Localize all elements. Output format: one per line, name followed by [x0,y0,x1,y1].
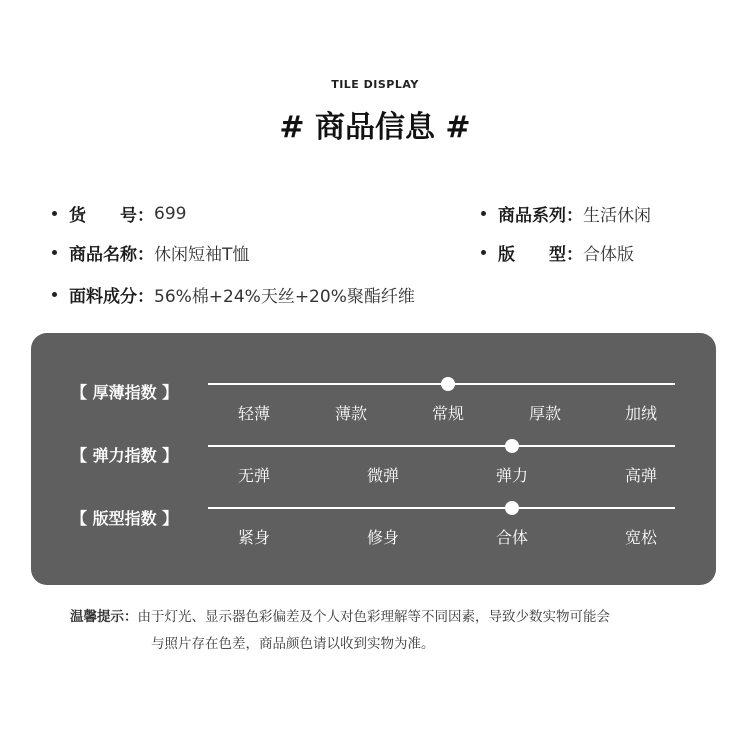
bullet-icon [52,292,57,297]
fit-index-option: 紧身 [237,528,271,547]
thickness-index-indicator [441,377,455,391]
info-value: 合体版 [583,245,634,265]
info-label: 商品名称： [69,245,154,265]
info-fit [481,240,634,265]
info-item-number [52,201,186,226]
elasticity-index-option: 微弹 [366,466,400,485]
elasticity-index-option: 无弹 [237,466,271,485]
thickness-index-option: 厚款 [528,404,562,423]
warm-tip-label: 温馨提示： [70,609,138,625]
fit-index-indicator [505,501,519,515]
info-value: 生活休闲 [583,206,651,226]
info-label: 面料成分： [69,287,154,307]
info-value: 休闲短袖T恤 [154,245,250,265]
fit-index-track [208,507,675,509]
page-title: # 商品信息 # [279,110,471,145]
fit-index-label: 【 版型指数 】 [71,509,179,528]
thickness-index-option: 轻薄 [237,404,271,423]
thickness-index-option: 薄款 [334,404,368,423]
elasticity-index-label: 【 弹力指数 】 [71,446,179,465]
info-label: 版 型： [498,245,583,265]
thickness-index-option: 常规 [431,404,465,423]
index-panel [31,333,716,585]
section-subtitle: TILE DISPLAY [331,78,419,91]
fit-index-option: 宽松 [624,528,658,547]
info-product-name [52,240,249,265]
info-label: 货 号： [69,206,154,226]
info-series [481,201,651,226]
fit-index-option: 合体 [495,528,529,547]
info-label: 商品系列： [498,206,583,226]
info-fabric [52,282,415,307]
warm-tip-line-1 [70,605,610,625]
warm-tip-text: 由于灯光、显示器色彩偏差及个人对色彩理解等不同因素，导致少数实物可能会 [137,609,610,625]
bullet-icon [481,250,486,255]
info-value: 699 [154,203,187,224]
fit-index-option: 修身 [366,528,400,547]
warm-tip-line-2: 与照片存在色差，商品颜色请以收到实物为准。 [151,636,435,652]
elasticity-index-track [208,445,675,447]
thickness-index-option: 加绒 [624,404,658,423]
elasticity-index-option: 弹力 [495,466,529,485]
elasticity-index-option: 高弹 [624,466,658,485]
bullet-icon [481,211,486,216]
bullet-icon [52,250,57,255]
info-value: 56%棉+24%天丝+20%聚酯纤维 [154,287,415,307]
elasticity-index-indicator [505,439,519,453]
thickness-index-label: 【 厚薄指数 】 [71,383,179,402]
bullet-icon [52,211,57,216]
